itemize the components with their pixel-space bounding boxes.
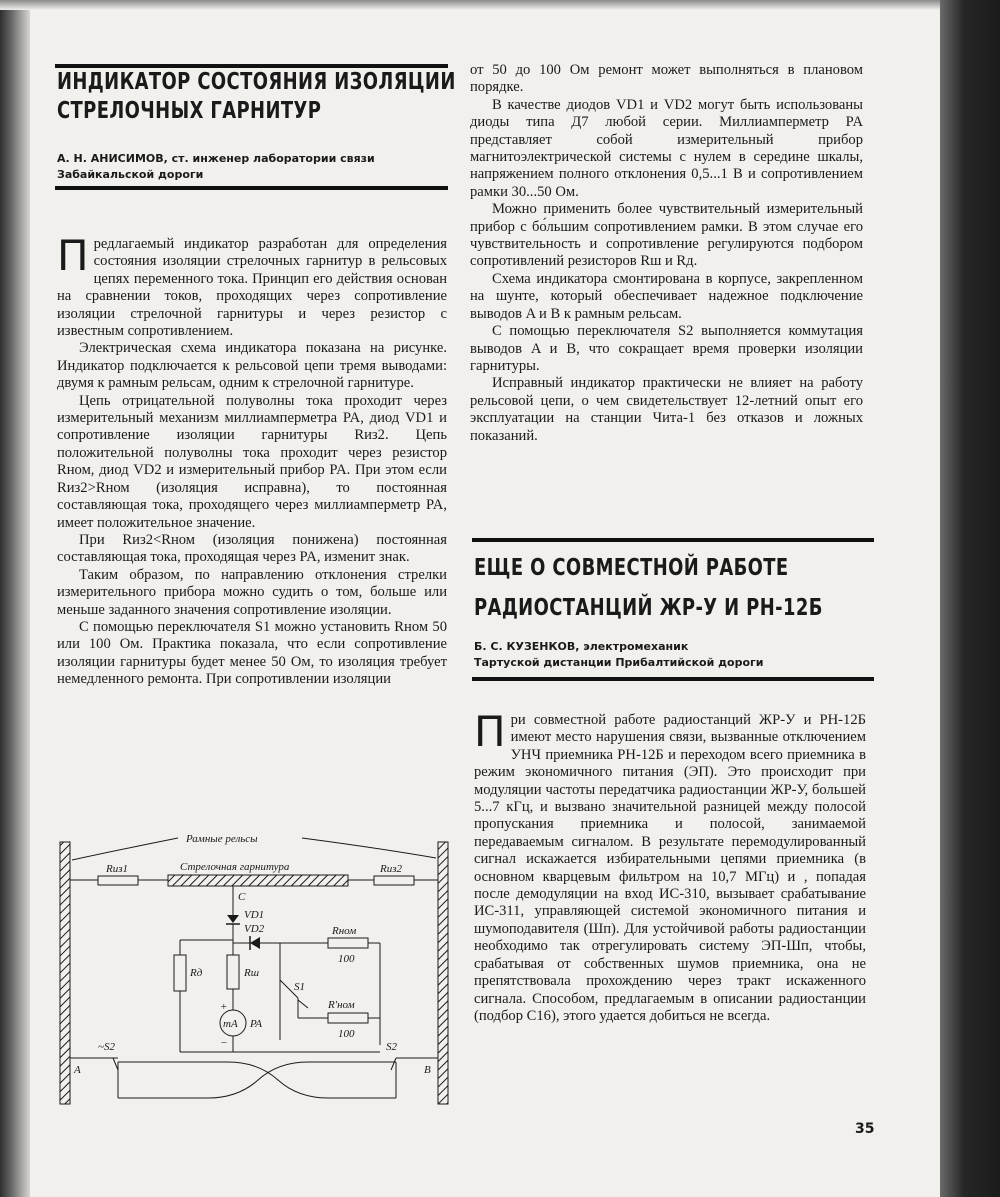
article1-author: А. Н. АНИСИМОВ, bbox=[57, 152, 168, 165]
terminal-b-label: B bbox=[424, 1064, 431, 1076]
resistor-rsh bbox=[227, 955, 239, 989]
article1-paragraph-7: от 50 до 100 Ом ремонт может выполняться в плановом порядке. bbox=[470, 62, 863, 96]
meter-symbol: mA bbox=[223, 1018, 238, 1030]
page-number: 35 bbox=[855, 1121, 875, 1137]
article1-paragraph-9: Можно применить более чувствительный измерительный прибор с бо́льшим сопротивлением рамки. В этом случае его чувствительность и сопротивление регулируются подбором сопротивлений резисторов Rш и Rд. bbox=[470, 201, 863, 270]
article1-paragraph-2: Электрическая схема индикатора показана на рисунке. Индикатор подключается к рельсовой цепи тремя выводами: двумя к рамным рельсам, одним к стрелочной гарнитуре. bbox=[57, 340, 447, 392]
resistor-rd bbox=[174, 955, 186, 991]
page-top-edge bbox=[0, 0, 948, 10]
rnom-value: 100 bbox=[338, 953, 355, 965]
article1-author-org: Забайкальской дороги bbox=[57, 168, 204, 181]
rd-label: Rд bbox=[190, 967, 203, 979]
diode-vd2 bbox=[250, 937, 260, 949]
rnom-label: Rном bbox=[332, 925, 357, 937]
rails-label: Рамные рельсы bbox=[186, 833, 258, 845]
article1-paragraph-6: С помощью переключателя S1 можно установить Rном 50 или 100 Ом. Практика показала, что если сопротивление изоляции гарнитуры будет менее 50 Ом, то изоляция требует немедленного ремонта. При сопротивлении изоляции bbox=[57, 618, 447, 688]
article1-paragraph-10: Схема индикатора смонтирована в корпусе, закрепленном на шунте, который обеспечивает надежное подключение выводов A и B к рамным рельсам. bbox=[470, 270, 863, 322]
article1-column-right bbox=[470, 62, 863, 445]
pa-label: PA bbox=[250, 1018, 263, 1030]
article1-title-line1: ИНДИКАТОР СОСТОЯНИЯ ИЗОЛЯЦИИ bbox=[57, 69, 456, 95]
article2-title bbox=[474, 548, 823, 629]
resistor-riz1 bbox=[98, 876, 138, 885]
switch-label: Стрелочная гарнитура bbox=[180, 861, 290, 873]
terminal-a-label: A bbox=[74, 1064, 81, 1076]
article2-top-rule bbox=[472, 538, 874, 542]
s2-right-label: S2 bbox=[386, 1041, 397, 1053]
article2-paragraph-1: При совместной работе радиостанций ЖР-У и РН-12Б имеют место нарушения связи, вызванные отключением УНЧ приемника РН-12Б и переходом всего приемника в режим экономичного питания (ЭП). Это происходит при модуляции частоты передатчика радиостанции ЖР-У, большей 5...7 кГц, и вызвано значительной разницей между полосой пропускания приемника и полосой, занимаемой передаваемым сигналом. В результате перемодулированный сигнал искажается избирательными цепями приемника (в основном кварцевым фильтром на 10,7 МГц) и , попадая после демодуляции на вход ИС-310, вызывает срабатывание ИС-311, управляющей системой экономичного питания и шумоподавителя (Шп). Для устойчивой работы радиостанции необходимо так отрегулировать систему ЭП-Шп, чтобы, срабатывая от собственных шумов приемника, она не препятствовала прохождению через тракт искаженного сигнала. Способом, предлагаемым в описании радиостанции (подбор С16), этого удается добиться не всегда. bbox=[474, 707, 866, 1024]
article2-author-org: Тартуской дистанции Прибалтийской дороги bbox=[474, 656, 764, 669]
left-rail bbox=[60, 842, 70, 1104]
article2-byline bbox=[474, 639, 763, 671]
article2-title-line1: ЕЩЕ О СОВМЕСТНОЙ РАБОТЕ bbox=[474, 555, 789, 581]
article2-author-role: электромеханик bbox=[583, 640, 689, 653]
vd2-label: VD2 bbox=[244, 923, 265, 935]
resistor-rnom2 bbox=[328, 1013, 368, 1023]
meter-minus: − bbox=[220, 1037, 228, 1049]
page-spine-shadow bbox=[0, 0, 30, 1197]
article1-title-line2: СТРЕЛОЧНЫХ ГАРНИТУР bbox=[57, 97, 322, 124]
article2-dropcap: П bbox=[474, 707, 506, 756]
indicator-schematic bbox=[58, 830, 453, 1115]
article1-title bbox=[57, 68, 456, 126]
article1-column-left bbox=[57, 231, 447, 689]
article2-column bbox=[474, 707, 866, 1025]
resistor-rnom bbox=[328, 938, 368, 948]
article1-paragraph-3: Цепь отрицательной полуволны тока проходит через измерительный механизм миллиамперметра PA, диод VD1 и сопротивление изоляции гарнитуры Rиз2. Цепь положительной полуволны тока проходит через резистор Rном, диод VD2 и измерительный прибор PA. При этом если Rиз2>Rном (изоляция исправна), то постоянная составляющая тока, проходящего через миллиамперметр PA, имеет положительное значение. bbox=[57, 392, 447, 531]
article1-byline bbox=[57, 151, 375, 183]
right-rail bbox=[438, 842, 448, 1104]
article1-paragraph-12: Исправный индикатор практически не влияет на работу рельсовой цепи, о чем свидетельствует 12-летний опыт его эксплуатации на станции Чита-1 без отказов и ложных показаний. bbox=[470, 375, 863, 444]
page-right-edge bbox=[940, 0, 1000, 1197]
rnom2-label: R'ном bbox=[328, 999, 355, 1011]
article1-paragraph-8: В качестве диодов VD1 и VD2 могут быть использованы диоды типа Д7 любой серии. Миллиамперметр PA представляет собой измерительный прибор магнитоэлектрической системы с нулем в середине шкалы, напряжением полного отклонения 0,5...1 В и сопротивлением рамки 30...50 Ом. bbox=[470, 96, 863, 200]
article1-paragraph-11: С помощью переключателя S2 выполняется коммутация выводов A и B, что сокращает время проверки изоляции гарнитуры. bbox=[470, 323, 863, 374]
article1-paragraph-5: Таким образом, по направлению отклонения стрелки измерительного прибора можно судить о том, больше или меньше заданного значения сопротивление изоляции. bbox=[57, 566, 447, 618]
s1-label: S1 bbox=[294, 981, 305, 993]
article1-dropcap: П bbox=[57, 231, 89, 280]
node-c-label: С bbox=[238, 891, 246, 903]
rnom2-value: 100 bbox=[338, 1028, 355, 1040]
article1-paragraph-1: Предлагаемый индикатор разработан для определения состояния изоляции стрелочных гарнитур в рельсовых цепях переменного тока. Принцип его действия основан на сравнении токов, проходящих через сопротивление изоляции стрелочной гарнитуры и через резистор с известным сопротивлением. bbox=[57, 231, 447, 340]
diode-vd1 bbox=[227, 915, 239, 923]
article1-paragraph-4: При Rиз2<Rном (изоляция понижена) постоянная составляющая тока, проходящая через PA, изменит знак. bbox=[57, 531, 447, 566]
riz2-label: Rиз2 bbox=[380, 863, 403, 875]
article2-bottom-rule bbox=[472, 677, 874, 681]
resistor-riz2 bbox=[374, 876, 414, 885]
meter-plus: + bbox=[220, 1001, 228, 1013]
riz1-label: Rиз1 bbox=[106, 863, 129, 875]
vd1-label: VD1 bbox=[244, 909, 265, 921]
article1-bottom-rule bbox=[55, 186, 448, 190]
article2-author: Б. С. КУЗЕНКОВ, bbox=[474, 640, 580, 653]
s2-left-label: ~S2 bbox=[98, 1041, 115, 1053]
switch-fitting bbox=[168, 875, 348, 886]
rsh-label: Rш bbox=[244, 967, 260, 979]
article2-title-line2: РАДИОСТАНЦИЙ ЖР-У И РН-12Б bbox=[474, 595, 823, 622]
article1-author-role: ст. инженер лаборатории связи bbox=[171, 152, 375, 165]
